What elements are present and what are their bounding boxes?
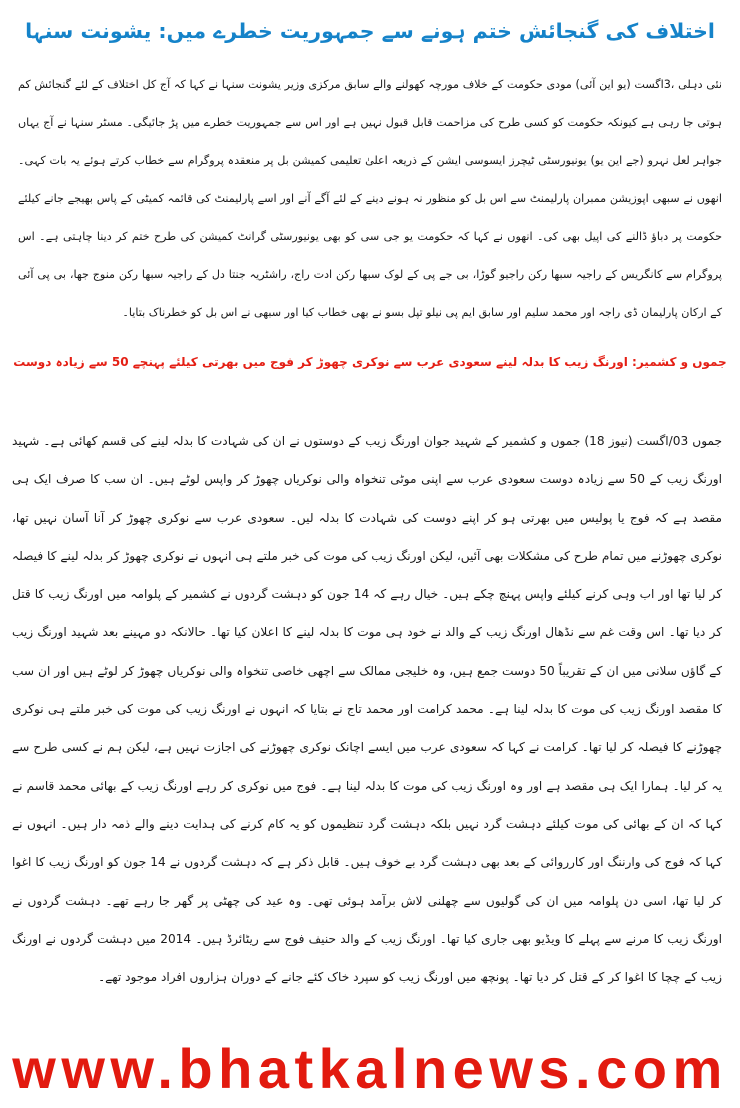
article-2-headline: جموں و کشمیر: اورنگ زیب کا بدلہ لینے سعودی عرب سے نوکری چھوڑ کر فوج میں بھرتی کیلئے پہنچے 50 سے زیادہ دوست bbox=[13, 355, 727, 369]
article-1-headline: اختلاف کی گنجائش ختم ہونے سے جمہوریت خطرے میں: یشونت سنہا bbox=[25, 19, 715, 43]
article-1-body: نئی دہلی ،3اگست (یو این آئی) مودی حکومت کے خلاف مورچہ کھولنے والے سابق مرکزی وزیر یشونت سنہا نے کہا کہ آج کل اختلاف کے لئے گنجائش کم ہوتی جا رہی ہے کیونکہ حکومت کو کسی طرح کی مزاحمت قابل قبول نہیں ہے اور اس سے جمہوریت خطرے میں پڑ جائیگی۔ مسٹر سنہا نے آج یہاں جواہر لعل نہرو (جے این یو) یونیورسٹی ٹیچرز ایسوسی ایشن کے ذریعہ اعلیٰ تعلیمی کمیشن بل پر منعقدہ پروگرام سے خطاب کرتے ہوئے یہ بات کہی۔ انھوں نے سبھی اپوزیشن ممبران پارلیمنٹ سے اس بل کو منظور نہ ہونے دینے کے لئے آگے آنے اور اسے پارلیمنٹ کی قائمہ کمیٹی کے پاس بھیجے جانے کیلئے حکومت پر دباؤ ڈالنے کی اپیل بھی کی۔ انھوں نے کہا کہ حکومت یو جی سی کو بھی یونیورسٹی گرانٹ کمیشن کی طرح ختم کر دینا چاہتی ہے۔ اس پروگرام سے کانگریس کے راجیہ سبھا رکن راجیو گوڑا، بی جے پی کے لوک سبھا رکن ادت راج، راشٹریہ جنتا دل کے راجیہ سبھا رکن منوج جھا، بی پی آئی کے ارکان پارلیمان ڈی راجہ اور محمد سلیم اور سابق ایم پی نیلو تپل بسو نے بھی خطاب کیا اور سبھی نے اس بل کو خطرناک بتایا۔ bbox=[18, 78, 723, 319]
article-2-body: جموں 03/اگست (نیوز 18) جموں و کشمیر کے شہید جوان اورنگ زیب کے دوستوں نے ان کی شہادت کا بدلہ لینے کی قسم کھائی ہے۔ شہید اورنگ زیب کے 50 سے زیادہ دوست سعودی عرب سے اپنی موٹی تنخواہ والی نوکریاں چھوڑ کر واپس لوٹے ہیں۔ ان سب کا صرف ایک ہی مقصد ہے کہ فوج یا پولیس میں بھرتی ہو کر اپنے دوست کی شہادت کا بدلہ لیں۔ سعودی عرب سے نوکری چھوڑ کر آنا آسان نہیں تھا، نوکری چھوڑنے میں تمام طرح کی مشکلات بھی آئیں، لیکن اورنگ زیب کی موت کی خبر ملتے ہی انہوں نے نوکری چھوڑ کر بدلہ لینے کا فیصلہ کر لیا تھا اور اب وہی کرنے کیلئے واپس پہنچ چکے ہیں۔ خیال رہے کہ 14 جون کو دہشت گردوں نے کشمیر کے پلوامہ میں اورنگ زیب کا قتل کر دیا تھا۔ اس وقت غم سے نڈھال اورنگ زیب کے والد نے خود ہی موت کا بدلہ لینے کا اعلان کیا تھا۔ حالانکہ دو مہینے بعد شہید اورنگ زیب کے گاؤں سلانی میں ان کے تقریباً 50 دوست جمع ہیں، وہ خلیجی ممالک سے اچھی خاصی تنخواہ والی نوکریاں چھوڑ کر لوٹے ہیں اور ان سب کا مقصد اورنگ زیب کی موت کا بدلہ لینا ہے۔ محمد کرامت اور محمد تاج نے بتایا کہ انہوں نے اورنگ زیب کی موت کی خبر ملتے ہی نوکری چھوڑنے کا فیصلہ کر لیا تھا۔ کرامت نے کہا کہ سعودی عرب میں ایسے اچانک نوکری چھوڑنے کی اجازت نہیں ہے، لیکن ہم نے کسی طرح سے یہ کر لیا۔ ہمارا ایک ہی مقصد ہے اور وہ اورنگ زیب کی موت کا بدلہ لینا ہے۔ فوج میں نوکری کر رہے اورنگ زیب کے بھائی محمد قاسم نے کہا کہ ان کے بھائی کی موت کیلئے دہشت گرد نہیں بلکہ دہشت گرد تنظیموں کو یہ کام کرنے کی ہدایت دینے والے ذمہ دار ہیں۔ انہوں نے کہا کہ فوج کی وارننگ اور کارروائی کے بعد بھی دہشت گرد بے خوف ہیں۔ قابل ذکر ہے کہ دہشت گردوں نے 14 جون کو اورنگ زیب کا اغوا کر لیا تھا، اسی دن پلوامہ میں ان کی گولیوں سے چھلنی لاش برآمد ہوئی تھی۔ وہ عید کی چھٹی پر گھر جا رہے تھے۔ دہشت گردوں نے اورنگ زیب کا مرنے سے پہلے کا ویڈیو بھی جاری کیا تھا۔ اورنگ زیب کے والد حنیف فوج سے ریٹائرڈ ہیں۔ 2014 میں دہشت گردوں نے اورنگ زیب کے چچا کا اغوا کر کے قتل کر دیا تھا۔ پونچھ میں اورنگ زیب کو سپرد خاک کئے جانے کے دوران ہزاروں افراد موجود تھے۔ bbox=[12, 434, 722, 985]
website-footer: www.bhatkalnews.com bbox=[12, 1037, 728, 1100]
